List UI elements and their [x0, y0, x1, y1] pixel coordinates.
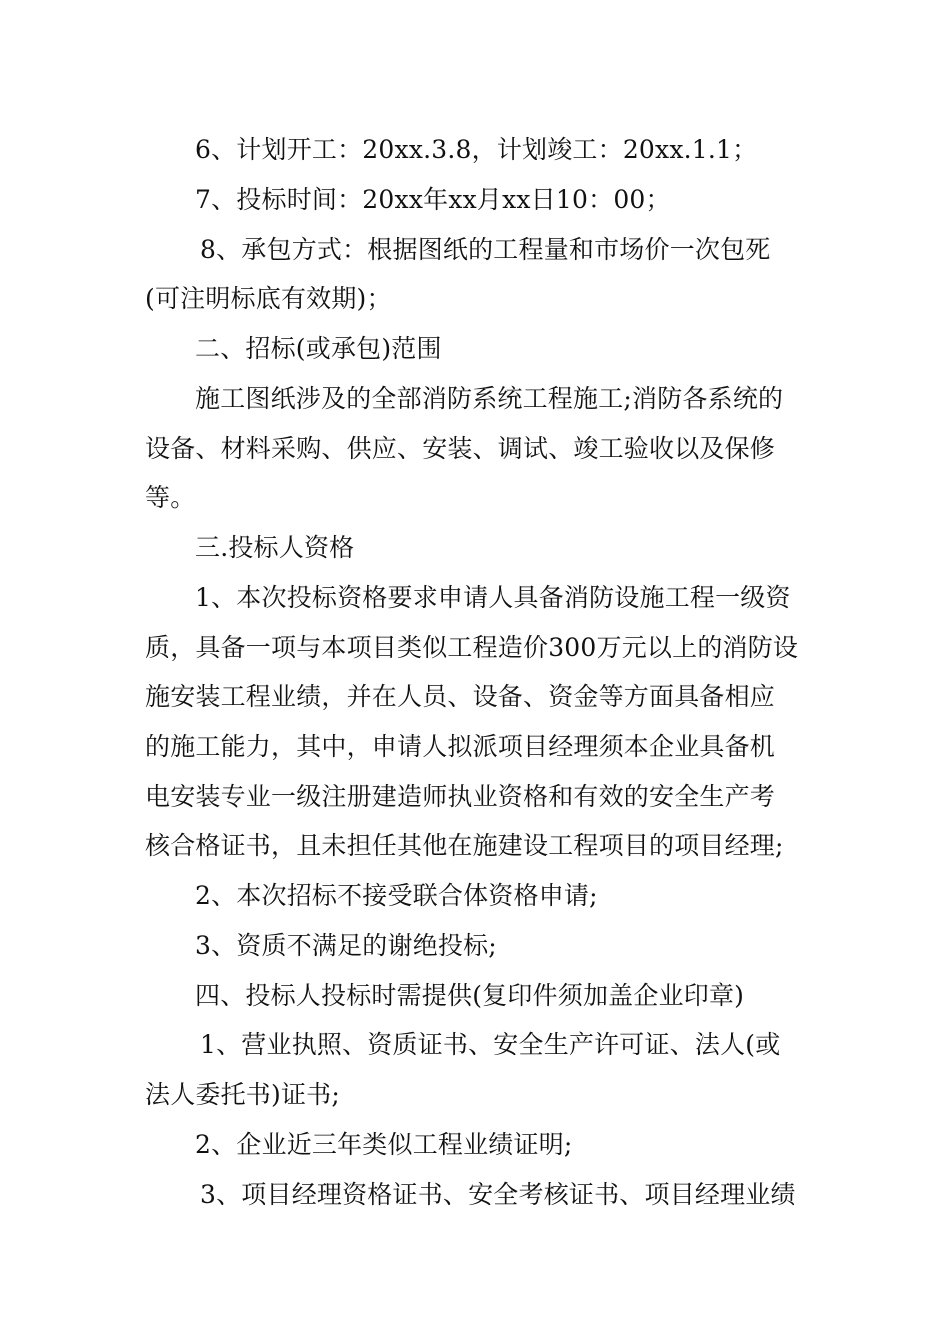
section-3-item-2: 2、本次招标不接受联合体资格申请;	[195, 881, 598, 910]
item-8-continuation: (可注明标底有效期)；	[145, 284, 392, 313]
section-2-paragraph-line-3: 等。	[145, 483, 196, 512]
section-4-item-2: 2、企业近三年类似工程业绩证明;	[195, 1130, 573, 1159]
section-3-item-1-line-6: 核合格证书，且未担任其他在施建设工程项目的项目经理;	[145, 831, 784, 860]
section-4-item-1-line-2: 法人委托书)证书;	[145, 1080, 340, 1109]
section-2-paragraph-line-2: 设备、材料采购、供应、安装、调试、竣工验收以及保修	[145, 434, 776, 463]
section-3-heading: 三.投标人资格	[195, 533, 355, 562]
section-4-heading: 四、投标人投标时需提供(复印件须加盖企业印章)	[195, 981, 745, 1010]
section-4-item-1: 1、营业执照、资质证书、安全生产许可证、法人(或	[200, 1030, 781, 1059]
section-3-item-3: 3、资质不满足的谢绝投标;	[195, 931, 497, 960]
item-6-schedule: 6、计划开工：20xx.3.8，计划竣工：20xx.1.1；	[195, 135, 758, 164]
section-3-item-1-line-5: 电安装专业一级注册建造师执业资格和有效的安全生产考	[145, 782, 776, 811]
item-7-bid-time: 7、投标时间：20xx年xx月xx日10：00；	[195, 185, 671, 214]
section-3-item-1-line-3: 施安装工程业绩，并在人员、设备、资金等方面具备相应	[145, 682, 776, 711]
section-3-item-1-line-2: 质，具备一项与本项目类似工程造价300万元以上的消防设	[145, 633, 799, 662]
section-2-paragraph: 施工图纸涉及的全部消防系统工程施工;消防各系统的	[195, 384, 784, 413]
section-2-heading: 二、招标(或承包)范围	[195, 334, 442, 363]
section-4-item-3: 3、项目经理资格证书、安全考核证书、项目经理业绩	[200, 1180, 796, 1209]
section-3-item-1: 1、本次投标资格要求申请人具备消防设施工程一级资	[195, 583, 791, 612]
section-3-item-1-line-4: 的施工能力，其中，申请人拟派项目经理须本企业具备机	[145, 732, 776, 761]
item-8-contract-method: 8、承包方式：根据图纸的工程量和市场价一次包死	[200, 235, 771, 264]
